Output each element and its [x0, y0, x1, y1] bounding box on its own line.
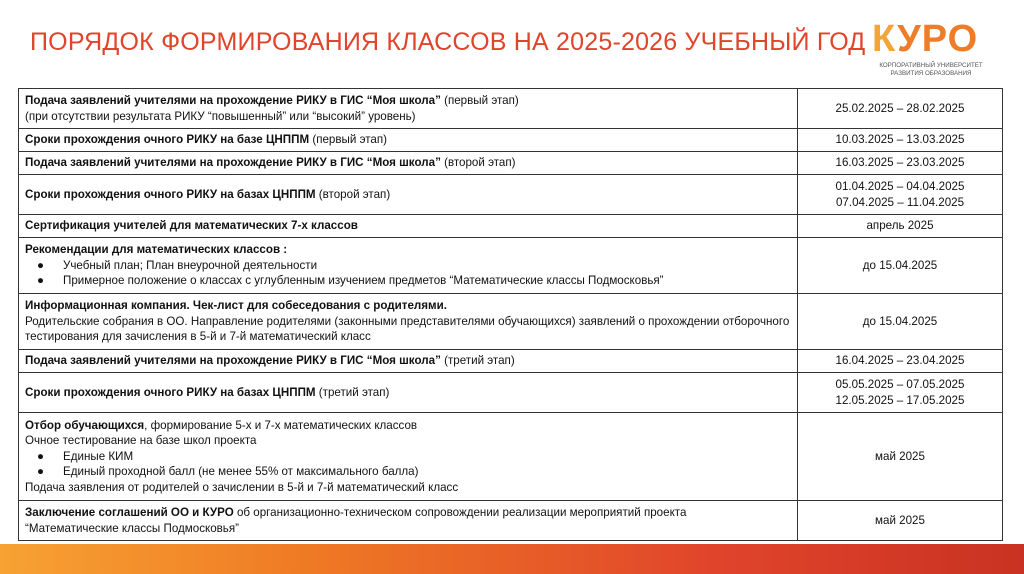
row-description — [19, 373, 798, 413]
row-description — [19, 501, 798, 541]
table-row — [19, 175, 1003, 215]
list-item-text: Единый проходной балл (не менее 55% от максимального балла) — [63, 465, 419, 479]
kuro-logo — [868, 18, 998, 80]
row-stage: (третий этап) — [440, 354, 515, 368]
table-row — [19, 501, 1003, 541]
row-date: до 15.04.2025 — [862, 258, 938, 272]
logo-subtitle-line2: РАЗВИТИЯ ОБРАЗОВАНИЯ — [890, 70, 972, 77]
row-dates — [798, 350, 1003, 373]
bullet-icon: ● — [37, 258, 45, 272]
row-note: (при отсутствии результата РИКУ “повышенный” или “высокий” уровень) — [25, 109, 416, 123]
row-dates — [798, 501, 1003, 541]
bullet-icon: ● — [37, 449, 45, 463]
row-dates — [798, 129, 1003, 152]
row-note: “Математические классы Подмосковья” — [25, 521, 239, 535]
row-stage: (первый этап) — [309, 133, 387, 147]
bullet-icon: ● — [37, 465, 45, 479]
row-title: Рекомендации для математических классов : — [25, 243, 288, 257]
list-item-text: Учебный план; План внеурочной деятельности — [63, 258, 318, 272]
row-description — [19, 89, 798, 129]
row-dates — [798, 152, 1003, 175]
row-dates — [798, 175, 1003, 215]
row-description — [19, 215, 798, 238]
footer-gradient-bar — [0, 544, 1024, 574]
row-date: май 2025 — [875, 513, 925, 527]
row-dates — [798, 413, 1003, 501]
row-note: Подача заявления от родителей о зачислении в 5-й и 7-й математический класс — [25, 480, 459, 494]
row-title: Информационная компания. Чек-лист для собеседования с родителями. — [25, 299, 447, 313]
row-stage: (второй этап) — [315, 187, 391, 201]
row-date: 01.04.2025 – 04.04.2025 — [835, 180, 965, 193]
row-stage: (первый этап) — [440, 94, 519, 107]
row-description — [19, 294, 798, 350]
row-title: Подача заявлений учителями на прохождение РИКУ в ГИС “Моя школа” — [25, 94, 441, 107]
row-stage: об организационно-техническом сопровождении реализации мероприятий проекта — [233, 506, 687, 519]
row-title: Подача заявлений учителями на прохождение РИКУ в ГИС “Моя школа” — [25, 354, 441, 368]
logo-letter-k: К — [872, 18, 898, 60]
row-date: 12.05.2025 – 17.05.2025 — [835, 393, 965, 407]
row-description — [19, 350, 798, 373]
list-item — [25, 464, 791, 480]
bullet-icon: ● — [37, 274, 45, 288]
row-date: май 2025 — [875, 449, 925, 463]
table-row — [19, 413, 1003, 501]
list-item — [25, 449, 791, 465]
row-title: Сроки прохождения очного РИКУ на базах ЦНППМ — [25, 187, 316, 201]
table-row — [19, 215, 1003, 238]
list-item — [25, 258, 791, 274]
row-title: Заключение соглашений ОО и КУРО — [25, 506, 234, 519]
row-title: Отбор обучающихся — [25, 418, 145, 432]
table-row — [19, 129, 1003, 152]
row-date: 25.02.2025 – 28.02.2025 — [835, 101, 965, 115]
logo-wordmark — [872, 18, 978, 60]
row-description — [19, 175, 798, 215]
schedule-table — [18, 88, 1003, 541]
row-title: Сроки прохождения очного РИКУ на базах ЦНППМ — [25, 385, 316, 399]
row-date: до 15.04.2025 — [862, 314, 938, 328]
table-row — [19, 152, 1003, 175]
page-title: ПОРЯДОК ФОРМИРОВАНИЯ КЛАССОВ НА 2025-2026 УЧЕБНЫЙ ГОД — [30, 28, 866, 56]
row-dates — [798, 215, 1003, 238]
row-description — [19, 238, 798, 294]
row-description — [19, 152, 798, 175]
table-row — [19, 294, 1003, 350]
row-note: Родительские собрания в ОО. Направление родителями (законными представителями обучающихся) заявлений о прохождении отборочного тестирования для зачисления в 5-й и 7-й математический класс — [25, 314, 790, 344]
row-dates — [798, 373, 1003, 413]
row-stage: (третий этап) — [315, 385, 390, 399]
row-date: 10.03.2025 – 13.03.2025 — [835, 133, 965, 147]
table-row — [19, 238, 1003, 294]
row-dates — [798, 89, 1003, 129]
row-date: апрель 2025 — [866, 219, 934, 233]
logo-letters-rest: УРО — [897, 18, 979, 60]
row-date: 07.04.2025 – 11.04.2025 — [835, 195, 965, 209]
row-date: 16.03.2025 – 23.03.2025 — [835, 156, 965, 170]
table-row — [19, 89, 1003, 129]
table-row — [19, 350, 1003, 373]
row-note: Очное тестирование на базе школ проекта — [25, 434, 257, 448]
row-title: Сроки прохождения очного РИКУ на базе ЦНППМ — [25, 133, 310, 147]
logo-subtitle-line1: КОРПОРАТИВНЫЙ УНИВЕРСИТЕТ — [879, 62, 983, 69]
list-item-text: Единые КИМ — [63, 449, 134, 463]
row-stage: (второй этап) — [440, 156, 516, 170]
row-dates — [798, 294, 1003, 350]
list-item-text: Примерное положение о классах с углубленным изучением предметов “Математические классы Подмосковья” — [63, 274, 664, 288]
row-dates — [798, 238, 1003, 294]
row-stage: , формирование 5-х и 7-х математических классов — [144, 418, 418, 432]
row-title: Подача заявлений учителями на прохождение РИКУ в ГИС “Моя школа” — [25, 156, 441, 170]
row-date: 16.04.2025 – 23.04.2025 — [835, 354, 965, 368]
row-description — [19, 413, 798, 501]
row-description — [19, 129, 798, 152]
row-title: Сертификация учителей для математических 7-х классов — [25, 219, 358, 233]
table-row — [19, 373, 1003, 413]
row-date: 05.05.2025 – 07.05.2025 — [835, 378, 965, 391]
list-item — [25, 273, 791, 289]
